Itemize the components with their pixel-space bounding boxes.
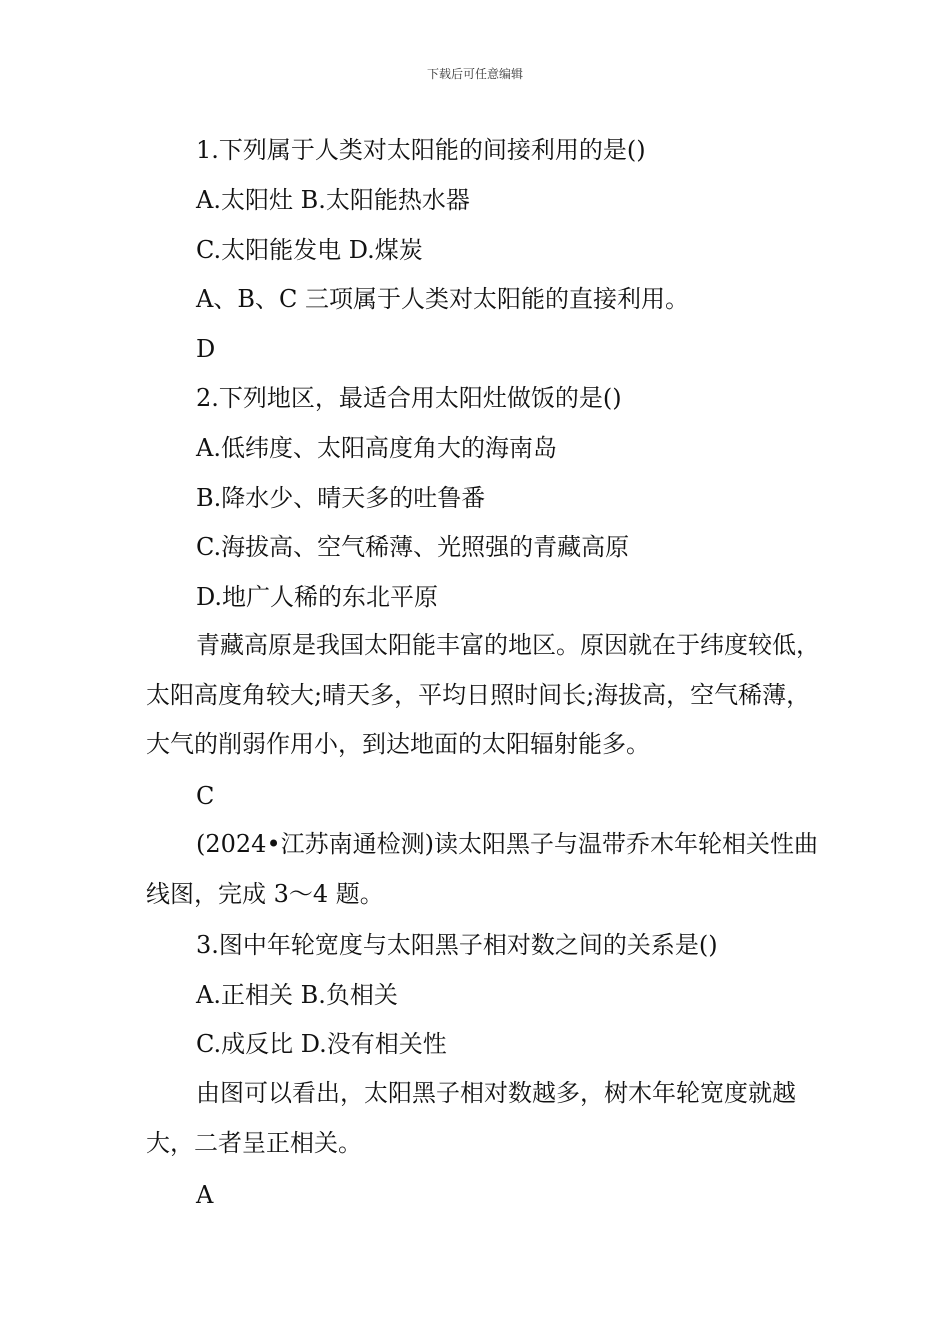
question-3-options-cd: C.成反比 D.没有相关性	[196, 1030, 447, 1058]
question-2-option-d: D.地广人稀的东北平原	[196, 583, 439, 611]
question-2-option-c: C.海拔高、空气稀薄、光照强的青藏高原	[196, 533, 630, 561]
question-3-answer: A	[196, 1181, 214, 1209]
question-3-stem: 3.图中年轮宽度与太阳黑子相对数之间的关系是()	[196, 931, 718, 959]
page-header: 下载后可任意编辑	[426, 67, 523, 81]
questions-3-4-intro: (2024•江苏南通检测)读太阳黑子与温带乔木年轮相关性曲线图，完成 3～4 题。	[146, 830, 818, 908]
question-3-explanation: 由图可以看出，太阳黑子相对数越多，树木年轮宽度就越大，二者呈正相关。	[146, 1079, 796, 1157]
question-2-option-b: B.降水少、晴天多的吐鲁番	[196, 484, 486, 512]
question-1-answer: D	[196, 335, 216, 363]
question-1-options-ab: A.太阳灶 B.太阳能热水器	[196, 186, 470, 214]
question-1-stem: 1.下列属于人类对太阳能的间接利用的是()	[196, 136, 646, 164]
question-3-options-ab: A.正相关 B.负相关	[196, 981, 398, 1009]
question-1-options-cd: C.太阳能发电 D.煤炭	[196, 236, 423, 264]
question-2-answer: C	[196, 782, 215, 810]
question-1-explanation: A、B、C 三项属于人类对太阳能的直接利用。	[196, 285, 689, 313]
question-2-option-a: A.低纬度、太阳高度角大的海南岛	[196, 434, 557, 462]
question-2-stem: 2.下列地区，最适合用太阳灶做饭的是()	[196, 384, 622, 412]
question-2-explanation: 青藏高原是我国太阳能丰富的地区。原因就在于纬度较低，太阳高度角较大;晴天多，平均日照时间长;海拔高，空气稀薄，大气的削弱作用小，到达地面的太阳辐射能多。	[146, 631, 820, 758]
